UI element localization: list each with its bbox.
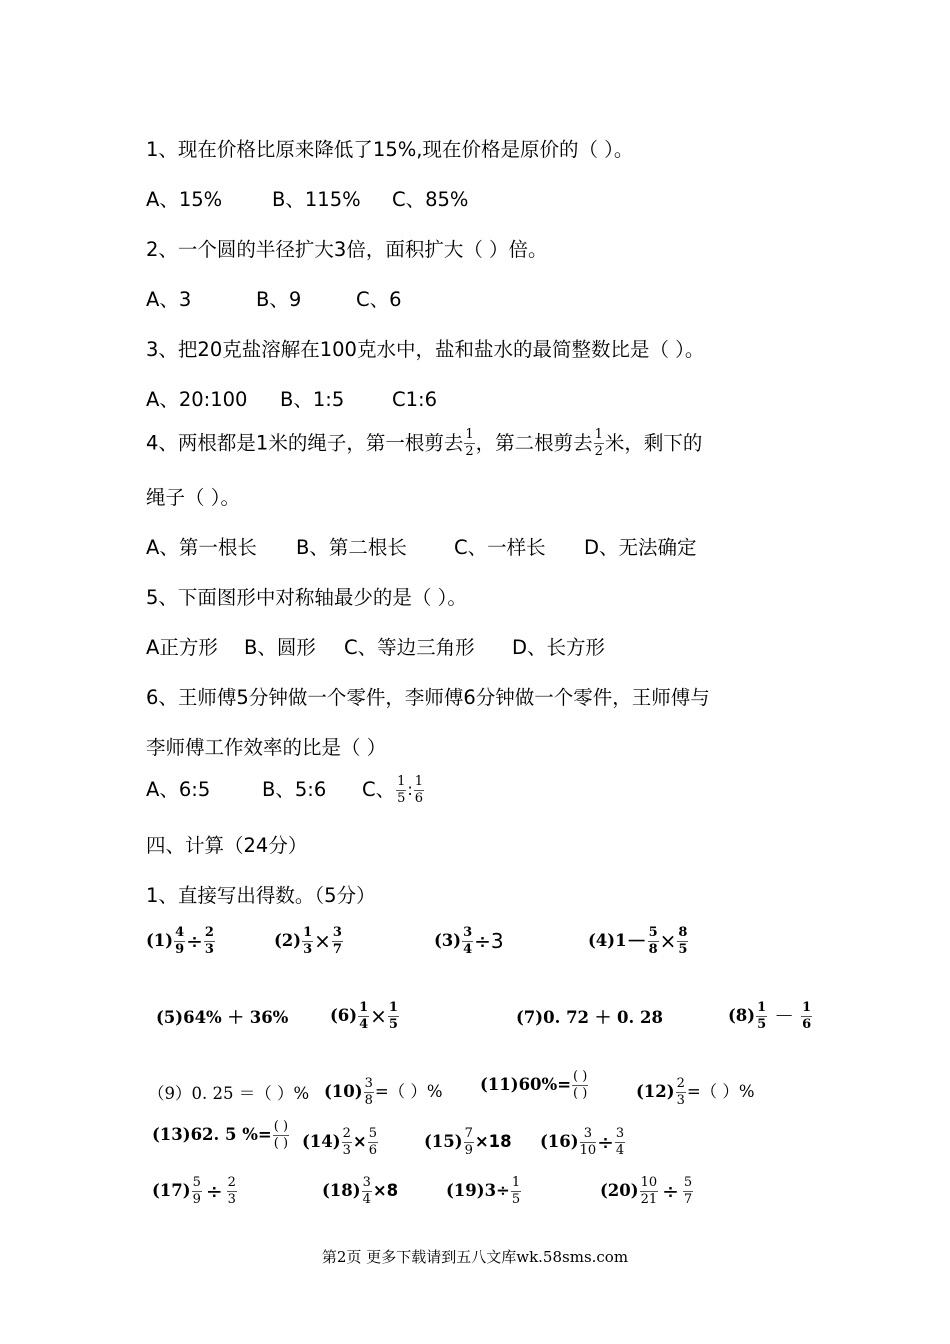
- option-b: B、9: [256, 288, 302, 311]
- page-footer: 第2页 更多下载请到五八文库wk.58sms.com: [321, 1248, 629, 1266]
- option-d: D、长方形: [512, 636, 606, 659]
- question-4-text-c: 米，剩下的: [604, 431, 703, 455]
- calc-16: (16) $\frac{3}{10}$ ÷ $\frac{3}{4}$: [540, 1126, 625, 1158]
- option-c: C、一样长: [454, 536, 546, 559]
- calc-18: (18) $\frac{3}{4}$ ×8: [322, 1175, 399, 1207]
- question-6: 6、王师傅5分钟做一个零件，李师傅6分钟做一个零件，王师傅与: [146, 686, 710, 709]
- calc-8: (8) $\frac{1}{5}$ － $\frac{1}{6}$: [728, 1000, 812, 1032]
- fraction: $\frac{1}{6}$: [414, 774, 424, 806]
- calc-12: (12) $\frac{2}{3}$ =（ ）%: [636, 1076, 755, 1108]
- calc-17: (17) $\frac{5}{9}$ ÷ $\frac{2}{3}$: [152, 1175, 236, 1207]
- fraction: $\frac{2}{3}$: [676, 1076, 685, 1108]
- option-c: C、6: [356, 288, 402, 311]
- calc-19: (19)3÷ $\frac{1}{5}$: [446, 1175, 521, 1207]
- calc-20: (20) $\frac{10}{21}$ ÷ $\frac{5}{7}$: [600, 1175, 693, 1207]
- option-c: C、: [362, 778, 396, 802]
- fraction: $\frac{3}{10}$: [579, 1126, 597, 1158]
- calc-2: (2) $\frac{1}{3}$ × $\frac{3}{7}$: [274, 925, 342, 957]
- fraction: $\frac{5}{9}$: [192, 1175, 201, 1207]
- question-3-options: [146, 390, 437, 410]
- fraction: $\frac{2}{3}$: [204, 925, 214, 957]
- option-b: B、115%: [272, 188, 361, 211]
- fraction: $\frac{1}{2}$: [594, 427, 603, 459]
- question-4-options: [146, 538, 697, 558]
- fraction: $\frac{5}{8}$: [648, 925, 658, 957]
- question-1: 1、现在价格比原来降低了15%,现在价格是原价的（ ）。: [146, 138, 634, 161]
- question-6-options: [146, 775, 425, 805]
- calc-5: (5)64% ＋ 36%: [156, 1008, 289, 1027]
- fraction: $\frac{2}{3}$: [342, 1126, 351, 1158]
- option-a: A、15%: [146, 188, 223, 211]
- fraction: $\frac{1}{5}$: [388, 1000, 398, 1032]
- option-b: B、5:6: [262, 778, 327, 802]
- fraction: $\frac{1}{2}$: [465, 427, 474, 459]
- fraction: $\frac{1}{3}$: [303, 925, 313, 957]
- fraction: $\frac{3}{7}$: [332, 925, 342, 957]
- calc-4: (4)1－ $\frac{5}{8}$ × $\frac{8}{5}$: [588, 925, 688, 957]
- question-6-line2: 李师傅工作效率的比是（ ）: [146, 736, 387, 759]
- question-5: 5、下面图形中对称轴最少的是（ ）。: [146, 586, 467, 609]
- calc-10: (10) $\frac{3}{8}$ =（ ）%: [324, 1076, 443, 1108]
- sub-heading: 1、直接写出得数。（5分）: [146, 884, 376, 907]
- question-4-text-b: ，第二根剪去: [475, 431, 593, 455]
- fraction: $\frac{3}{4}$: [463, 925, 473, 957]
- calc-3: (3) $\frac{3}{4}$ ÷3: [434, 925, 504, 957]
- fraction: $\frac{1}{6}$: [802, 1000, 812, 1032]
- option-a: A、6:5: [146, 778, 211, 802]
- question-4: [146, 428, 702, 458]
- fraction: $\frac{1}{5}$: [757, 1000, 767, 1032]
- fraction: $\frac{3}{4}$: [362, 1175, 371, 1207]
- question-2-options: [146, 290, 402, 310]
- fraction: $\frac{4}{9}$: [175, 925, 185, 957]
- ratio-colon: :: [407, 780, 413, 800]
- calc-6: (6) $\frac{1}{4}$ × $\frac{1}{5}$: [330, 1000, 398, 1032]
- option-b: B、第二根长: [296, 536, 407, 559]
- fraction: ( ) ( ): [573, 1069, 588, 1101]
- calc-1: (1) $\frac{4}{9}$ ÷ $\frac{2}{3}$: [146, 925, 214, 957]
- question-3: 3、把20克盐溶解在100克水中，盐和盐水的最简整数比是（ ）。: [146, 338, 705, 361]
- fraction: $\frac{1}{5}$: [511, 1175, 521, 1207]
- option-c: C、85%: [392, 188, 469, 211]
- option-b: B、1:5: [280, 388, 345, 411]
- option-c: C、等边三角形: [344, 636, 475, 659]
- fraction: $\frac{1}{5}$: [397, 774, 406, 806]
- fraction: $\frac{5}{7}$: [683, 1175, 693, 1207]
- option-a: A、3: [146, 288, 192, 311]
- calc-11: (11)60%= ( ) ( ): [480, 1069, 588, 1101]
- section-heading: 四、计算（24分）: [146, 834, 308, 857]
- calc-15: (15) $\frac{7}{9}$ ×18: [424, 1126, 512, 1158]
- question-5-options: [146, 638, 605, 658]
- option-d: D、无法确定: [584, 536, 697, 559]
- question-4-text-a: 4、两根都是1米的绳子，第一根剪去: [146, 431, 464, 455]
- calc-14: (14) $\frac{2}{3}$ × $\frac{5}{6}$: [302, 1126, 377, 1158]
- fraction: $\frac{2}{3}$: [227, 1175, 236, 1207]
- option-a: A、第一根长: [146, 536, 257, 559]
- option-a: A正方形: [146, 636, 218, 659]
- question-4-line2: 绳子（ ）。: [146, 486, 240, 509]
- option-b: B、圆形: [244, 636, 316, 659]
- fraction: $\frac{5}{6}$: [368, 1126, 377, 1158]
- fraction: $\frac{1}{4}$: [359, 1000, 369, 1032]
- fraction: $\frac{10}{21}$: [640, 1175, 658, 1207]
- calc-9: （9）0. 25 ＝（ ）%: [148, 1084, 310, 1103]
- calc-13: (13)62. 5 %= ( ) ( ): [152, 1119, 289, 1151]
- question-2: 2、一个圆的半径扩大3倍，面积扩大（ ）倍。: [146, 238, 548, 261]
- option-a: A、20:100: [146, 388, 248, 411]
- question-1-options: [146, 190, 468, 210]
- calc-7: (7)0. 72 ＋ 0. 28: [516, 1008, 663, 1027]
- fraction: ( ) ( ): [273, 1119, 289, 1151]
- fraction: $\frac{8}{5}$: [678, 925, 688, 957]
- fraction: $\frac{3}{8}$: [364, 1076, 373, 1108]
- option-c: C1:6: [392, 388, 437, 411]
- fraction: $\frac{7}{9}$: [464, 1126, 473, 1158]
- fraction: $\frac{3}{4}$: [615, 1126, 625, 1158]
